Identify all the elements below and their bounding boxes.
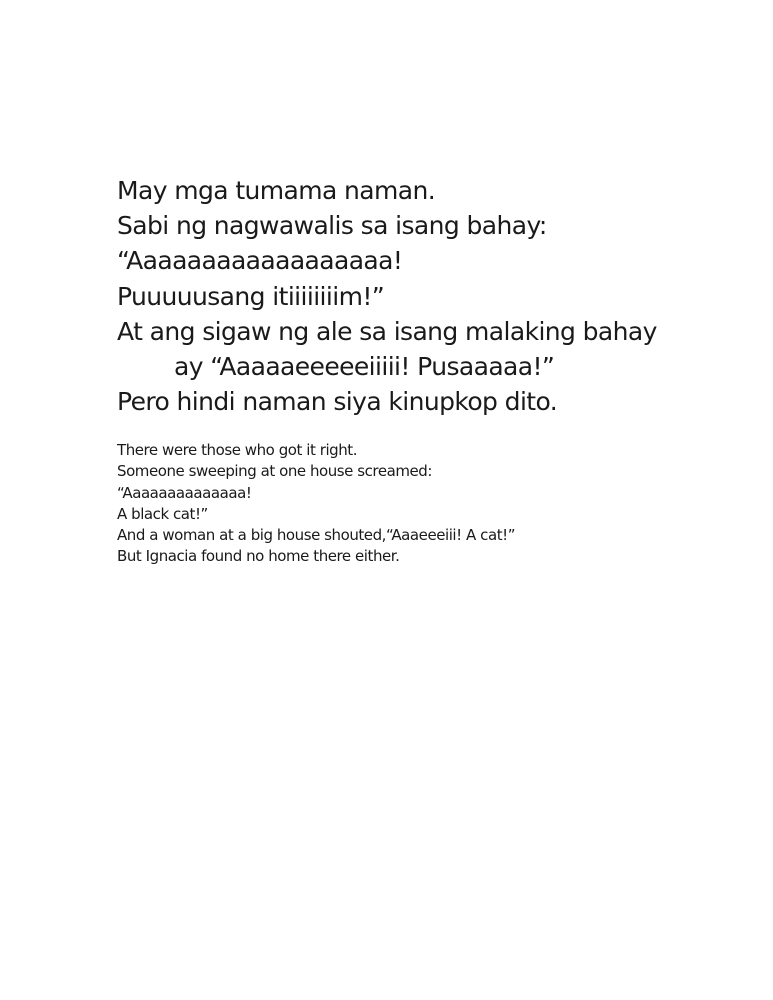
tagalog-line-indented: ay “Aaaaaeeeeeiiiii! Pusaaaaa!” [174, 352, 555, 382]
tagalog-line: Sabi ng nagwawalis sa isang bahay: [117, 211, 547, 241]
english-text-block [117, 440, 757, 568]
tagalog-line: May mga tumama naman. [117, 176, 436, 205]
tagalog-line: “Aaaaaaaaaaaaaaaaaa! [117, 246, 403, 276]
tagalog-text-block [117, 173, 757, 419]
tagalog-line: Pero hindi naman siya kinupkop dito. [117, 387, 558, 417]
english-line: A black cat!” [117, 504, 208, 523]
english-line: Someone sweeping at one house screamed: [117, 462, 432, 481]
tagalog-line: At ang sigaw ng ale sa isang malaking bahay [117, 316, 657, 346]
english-line: But Ignacia found no home there either. [117, 547, 400, 566]
english-line: “Aaaaaaaaaaaaaa! [117, 483, 252, 502]
english-line: And a woman at a big house shouted,“Aaaeeeiii! A cat!” [117, 526, 516, 545]
tagalog-line: Puuuuusang itiiiiiiiim!” [117, 281, 385, 311]
english-line: There were those who got it right. [117, 441, 358, 459]
